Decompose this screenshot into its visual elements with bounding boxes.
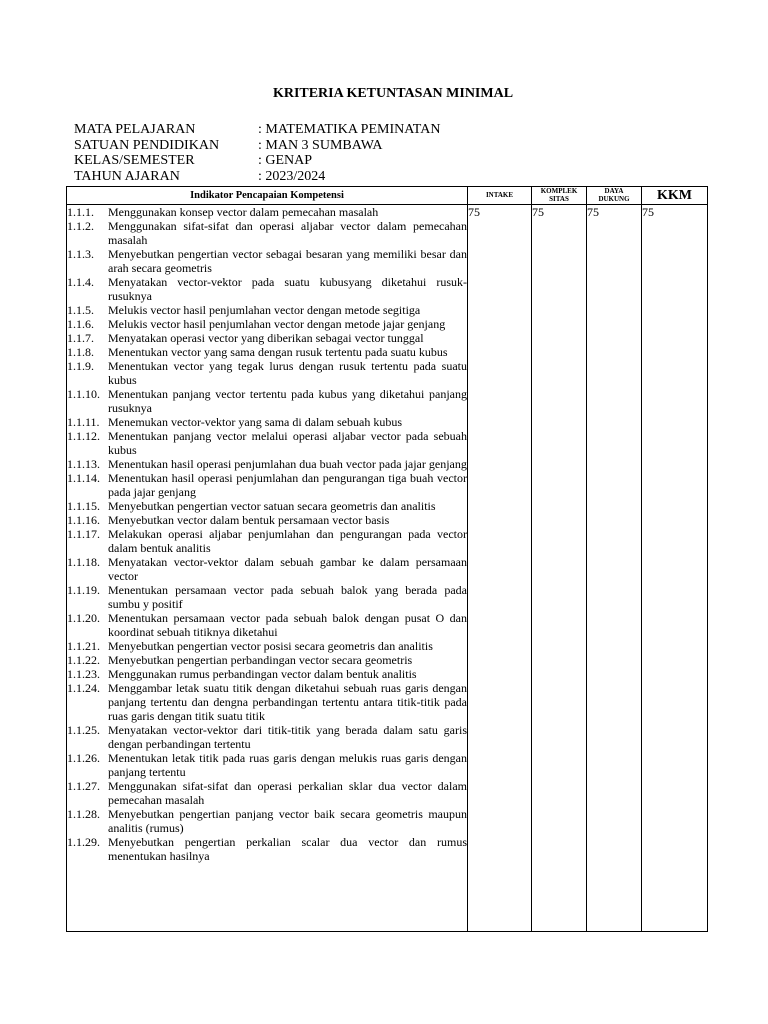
indicator-text: Menentukan panjang vector tertentu pada kubus yang diketahui panjang rusuknya xyxy=(108,387,467,415)
indicator-item xyxy=(67,247,467,275)
indicator-text: Menyebutkan pengertian perbandingan vector secara geometris xyxy=(108,653,413,667)
indicator-text: Menentukan persamaan vector pada sebuah balok dengan pusat O dan koordinat sebuah titiknya diketahui xyxy=(108,611,467,639)
indicator-text: Menentukan persamaan vector pada sebuah balok yang berada pada sumbu y positif xyxy=(108,583,467,611)
meta-row-satuan-pendidikan xyxy=(74,138,440,154)
indicator-item xyxy=(67,667,467,681)
header-kompleksitas-line2: SITAS xyxy=(549,194,569,203)
header-kompleksitas xyxy=(532,187,587,205)
indicator-item xyxy=(67,471,467,499)
indicator-text: Menyebutkan pengertian vector posisi secara geometris dan analitis xyxy=(108,639,433,653)
indicator-number: 1.1.28. xyxy=(67,807,100,821)
indicator-item xyxy=(67,681,467,723)
meta-row-kelas-semester xyxy=(74,153,440,169)
meta-value: : MAN 3 SUMBAWA xyxy=(258,137,383,153)
indicator-text: Menggunakan konsep vector dalam pemecahan masalah xyxy=(108,205,379,219)
header-indikator: Indikator Pencapaian Kompetensi xyxy=(67,187,468,205)
indicator-item xyxy=(67,611,467,639)
indicator-number: 1.1.8. xyxy=(67,345,94,359)
meta-label: SATUAN PENDIDIKAN xyxy=(74,137,220,153)
header-daya-dukung xyxy=(587,187,642,205)
indicator-number: 1.1.6. xyxy=(67,317,94,331)
kompleksitas-value: 75 xyxy=(532,205,587,932)
indicator-number: 1.1.15. xyxy=(67,499,100,513)
kkm-value: 75 xyxy=(642,205,708,932)
indicator-item xyxy=(67,639,467,653)
indicator-text: Menyebutkan vector dalam bentuk persamaan vector basis xyxy=(108,513,390,527)
indicator-item xyxy=(67,779,467,807)
header-intake: INTAKE xyxy=(468,187,532,205)
indicator-text: Menyatakan operasi vector yang diberikan sebagai vector tunggal xyxy=(108,331,424,345)
indicator-item xyxy=(67,219,467,247)
indicator-text: Menyebutkan pengertian panjang vector baik secara geometris maupun analitis (rumus) xyxy=(108,807,467,835)
meta-value: : MATEMATIKA PEMINATAN xyxy=(258,122,441,137)
indicator-item xyxy=(67,499,467,513)
indicator-item xyxy=(67,555,467,583)
indicator-text: Melukis vector hasil penjumlahan vector dengan metode segitiga xyxy=(108,303,421,317)
indicator-item xyxy=(67,345,467,359)
indicator-text: Menentukan vector yang tegak lurus dengan rusuk tertentu pada suatu kubus xyxy=(108,359,467,387)
indicator-text: Menentukan panjang vector melalui operasi aljabar vector pada sebuah kubus xyxy=(108,429,467,457)
indicator-number: 1.1.11. xyxy=(67,415,100,429)
meta-value: : 2023/2024 xyxy=(258,168,326,184)
indicator-number: 1.1.27. xyxy=(67,779,100,793)
indicator-text: Menggunakan sifat-sifat dan operasi perkalian sklar dua vector dalam pemecahan masalah xyxy=(108,779,467,807)
header-daya-dukung-line1: DAYA xyxy=(604,187,624,195)
meta-value: : GENAP xyxy=(258,153,313,168)
indicator-item xyxy=(67,457,467,471)
indicator-text: Menyatakan vector-vektor dalam sebuah gambar ke dalam persamaan vector xyxy=(108,555,467,583)
indicator-number: 1.1.26. xyxy=(67,751,100,765)
indicator-item xyxy=(67,653,467,667)
indicator-item xyxy=(67,415,467,429)
indicator-text: Menemukan vector-vektor yang sama di dalam sebuah kubus xyxy=(108,415,403,429)
indicator-number: 1.1.29. xyxy=(67,835,100,849)
indicator-list-cell xyxy=(67,205,468,932)
indicator-text: Menentukan hasil operasi penjumlahan dan pengurangan tiga buah vector pada jajar genjang xyxy=(108,471,467,499)
indicator-text: Melukis vector hasil penjumlahan vector dengan metode jajar genjang xyxy=(108,317,446,331)
indicator-item xyxy=(67,303,467,317)
indicator-number: 1.1.2. xyxy=(67,219,94,233)
intake-value: 75 xyxy=(468,205,532,932)
indicator-item xyxy=(67,275,467,303)
header-kkm: KKM xyxy=(642,187,708,205)
indicator-number: 1.1.24. xyxy=(67,681,100,695)
indicator-text: Menentukan letak titik pada ruas garis dengan melukis ruas garis dengan panjang tertentu xyxy=(108,751,467,779)
indicator-item xyxy=(67,583,467,611)
indicator-number: 1.1.13. xyxy=(67,457,100,471)
table-body-row xyxy=(67,205,708,932)
indicator-item xyxy=(67,317,467,331)
indicator-number: 1.1.1. xyxy=(67,205,94,219)
indicator-number: 1.1.16. xyxy=(67,513,100,527)
indicator-number: 1.1.7. xyxy=(67,331,94,345)
indicator-text: Menyebutkan pengertian vector sebagai besaran yang memiliki besar dan arah secara geometris xyxy=(108,247,467,275)
indicator-item xyxy=(67,387,467,415)
meta-label: MATA PELAJARAN xyxy=(74,122,196,137)
meta-block xyxy=(74,122,440,184)
document-title: KRITERIA KETUNTASAN MINIMAL xyxy=(272,86,514,101)
meta-row-tahun-ajaran xyxy=(74,169,440,185)
indicator-item xyxy=(67,205,467,219)
table-header-row xyxy=(67,187,708,205)
indicator-number: 1.1.25. xyxy=(67,723,100,737)
indicator-number: 1.1.21. xyxy=(67,639,100,653)
indicator-number: 1.1.5. xyxy=(67,303,94,317)
meta-label: TAHUN AJARAN xyxy=(74,168,180,184)
indicator-number: 1.1.23. xyxy=(67,667,100,681)
indicator-item xyxy=(67,331,467,345)
indicator-text: Menggunakan rumus perbandingan vector dalam bentuk analitis xyxy=(108,667,417,681)
indicator-number: 1.1.17. xyxy=(67,527,100,541)
meta-row-mata-pelajaran xyxy=(74,122,440,138)
indicator-text: Menyatakan vector-vektor pada suatu kubusyang diketahui rusuk-rusuknya xyxy=(108,275,467,303)
indicator-item xyxy=(67,429,467,457)
indicator-item xyxy=(67,359,467,387)
indicator-text: Menentukan vector yang sama dengan rusuk tertentu pada suatu kubus xyxy=(108,345,448,359)
header-kompleksitas-line1: KOMPLEK xyxy=(540,187,578,195)
indicator-text: Menggambar letak suatu titik dengan diketahui sebuah ruas garis dengan panjang tertentu dan dengna perbandingan tertentu antara titik-titik pada ruas garis dengan titik suatu titik xyxy=(108,681,467,723)
indicator-number: 1.1.19. xyxy=(67,583,100,597)
indicator-number: 1.1.14. xyxy=(67,471,100,485)
indicator-number: 1.1.10. xyxy=(67,387,100,401)
indicator-text: Menyebutkan pengertian vector satuan secara geometris dan analitis xyxy=(108,499,436,513)
indicator-item xyxy=(67,751,467,779)
header-daya-dukung-line2: DUKUNG xyxy=(598,194,630,203)
indicator-item xyxy=(67,807,467,835)
indicator-number: 1.1.22. xyxy=(67,653,100,667)
indicator-item xyxy=(67,527,467,555)
indicator-list xyxy=(67,205,467,863)
indicator-text: Menyebutkan pengertian perkalian scalar dua vector dan rumus menentukan hasilnya xyxy=(108,835,467,863)
daya-dukung-value: 75 xyxy=(587,205,642,932)
indicator-item xyxy=(67,513,467,527)
indicator-number: 1.1.20. xyxy=(67,611,100,625)
indicator-item xyxy=(67,835,467,863)
indicator-item xyxy=(67,723,467,751)
indicator-text: Menggunakan sifat-sifat dan operasi aljabar vector dalam pemecahan masalah xyxy=(108,219,467,247)
indicator-number: 1.1.9. xyxy=(67,359,94,373)
indicator-text: Menentukan hasil operasi penjumlahan dua buah vector pada jajar genjang xyxy=(108,457,467,471)
indicator-number: 1.1.3. xyxy=(67,247,94,261)
indicator-text: Menyatakan vector-vektor dari titik-titik yang berada dalam satu garis dengan perbandingan tertentu xyxy=(108,723,467,751)
indicator-number: 1.1.4. xyxy=(67,275,94,289)
meta-label: KELAS/SEMESTER xyxy=(74,153,195,168)
indicator-number: 1.1.12. xyxy=(67,429,100,443)
kkm-table xyxy=(66,186,708,932)
indicator-text: Melakukan operasi aljabar penjumlahan dan pengurangan pada vector dalam bentuk analitis xyxy=(108,527,467,555)
indicator-number: 1.1.18. xyxy=(67,555,100,569)
